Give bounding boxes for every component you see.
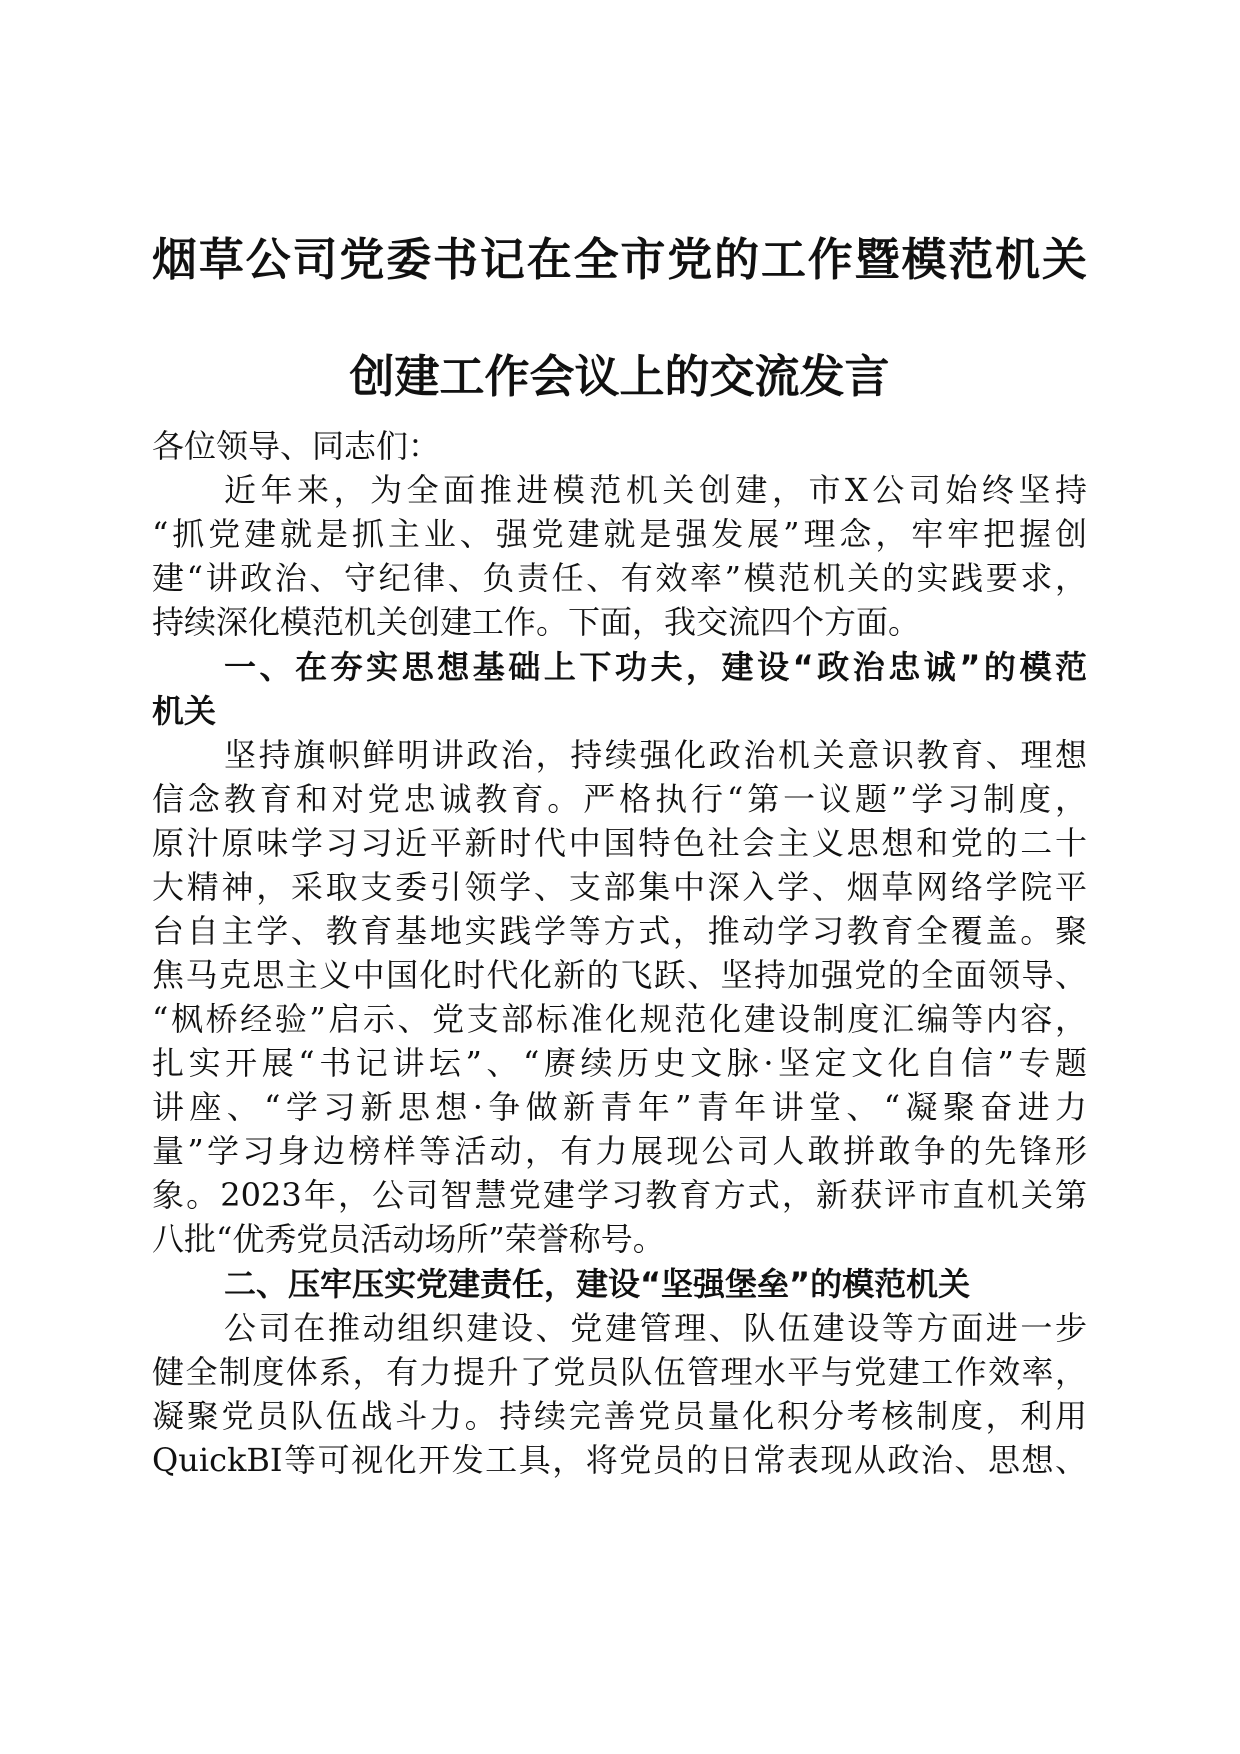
paragraph-line: 原汁原味学习习近平新时代中国特色社会主义思想和党的二十 (152, 824, 1087, 862)
section-heading-1-cont: 机关 (152, 692, 217, 730)
paragraph-line: QuickBI等可视化开发工具，将党员的日常表现从政治、思想、 (152, 1441, 1087, 1479)
paragraph-line: 信念教育和对党忠诚教育。严格执行“第一议题”学习制度， (152, 780, 1087, 818)
paragraph-line: 大精神，采取支委引领学、支部集中深入学、烟草网络学院平 (152, 868, 1087, 906)
document-title-line-1: 烟草公司党委书记在全市党的工作暨模范机关 (152, 233, 1087, 286)
section-heading-1: 一、在夯实思想基础上下功夫，建设“政治忠诚”的模范 (224, 648, 1087, 686)
paragraph-line: “枫桥经验”启示、党支部标准化规范化建设制度汇编等内容， (152, 1000, 1087, 1038)
paragraph-line: 持续深化模范机关创建工作。下面，我交流四个方面。 (152, 603, 921, 641)
paragraph-line: 象。2023年，公司智慧党建学习教育方式，新获评市直机关第 (152, 1176, 1087, 1214)
paragraph-line: 公司在推动组织建设、党建管理、队伍建设等方面进一步 (224, 1309, 1087, 1347)
paragraph-line: 讲座、“学习新思想·争做新青年”青年讲堂、“凝聚奋进力 (152, 1088, 1087, 1126)
section-heading-2: 二、压牢压实党建责任，建设“坚强堡垒”的模范机关 (224, 1265, 971, 1303)
paragraph-line: “抓党建就是抓主业、强党建就是强发展”理念，牢牢把握创 (152, 515, 1087, 553)
paragraph-line: 量”学习身边榜样等活动，有力展现公司人敢拼敢争的先锋形 (152, 1132, 1087, 1170)
paragraph-line: 近年来，为全面推进模范机关创建，市X公司始终坚持 (224, 471, 1087, 509)
paragraph-line: 扎实开展“书记讲坛”、“赓续历史文脉·坚定文化自信”专题 (152, 1044, 1087, 1082)
paragraph-line: 建“讲政治、守纪律、负责任、有效率”模范机关的实践要求， (152, 559, 1087, 597)
paragraph-line: 八批“优秀党员活动场所”荣誉称号。 (152, 1220, 665, 1258)
paragraph-line: 健全制度体系，有力提升了党员队伍管理水平与党建工作效率， (152, 1353, 1087, 1391)
paragraph-line: 台自主学、教育基地实践学等方式，推动学习教育全覆盖。聚 (152, 912, 1087, 950)
paragraph-line: 焦马克思主义中国化时代化新的飞跃、坚持加强党的全面领导、 (152, 956, 1087, 994)
salutation: 各位领导、同志们： (152, 427, 441, 465)
paragraph-line: 坚持旗帜鲜明讲政治，持续强化政治机关意识教育、理想 (224, 736, 1087, 774)
document-title-line-2: 创建工作会议上的交流发言 (349, 350, 890, 403)
paragraph-line: 凝聚党员队伍战斗力。持续完善党员量化积分考核制度，利用 (152, 1397, 1087, 1435)
